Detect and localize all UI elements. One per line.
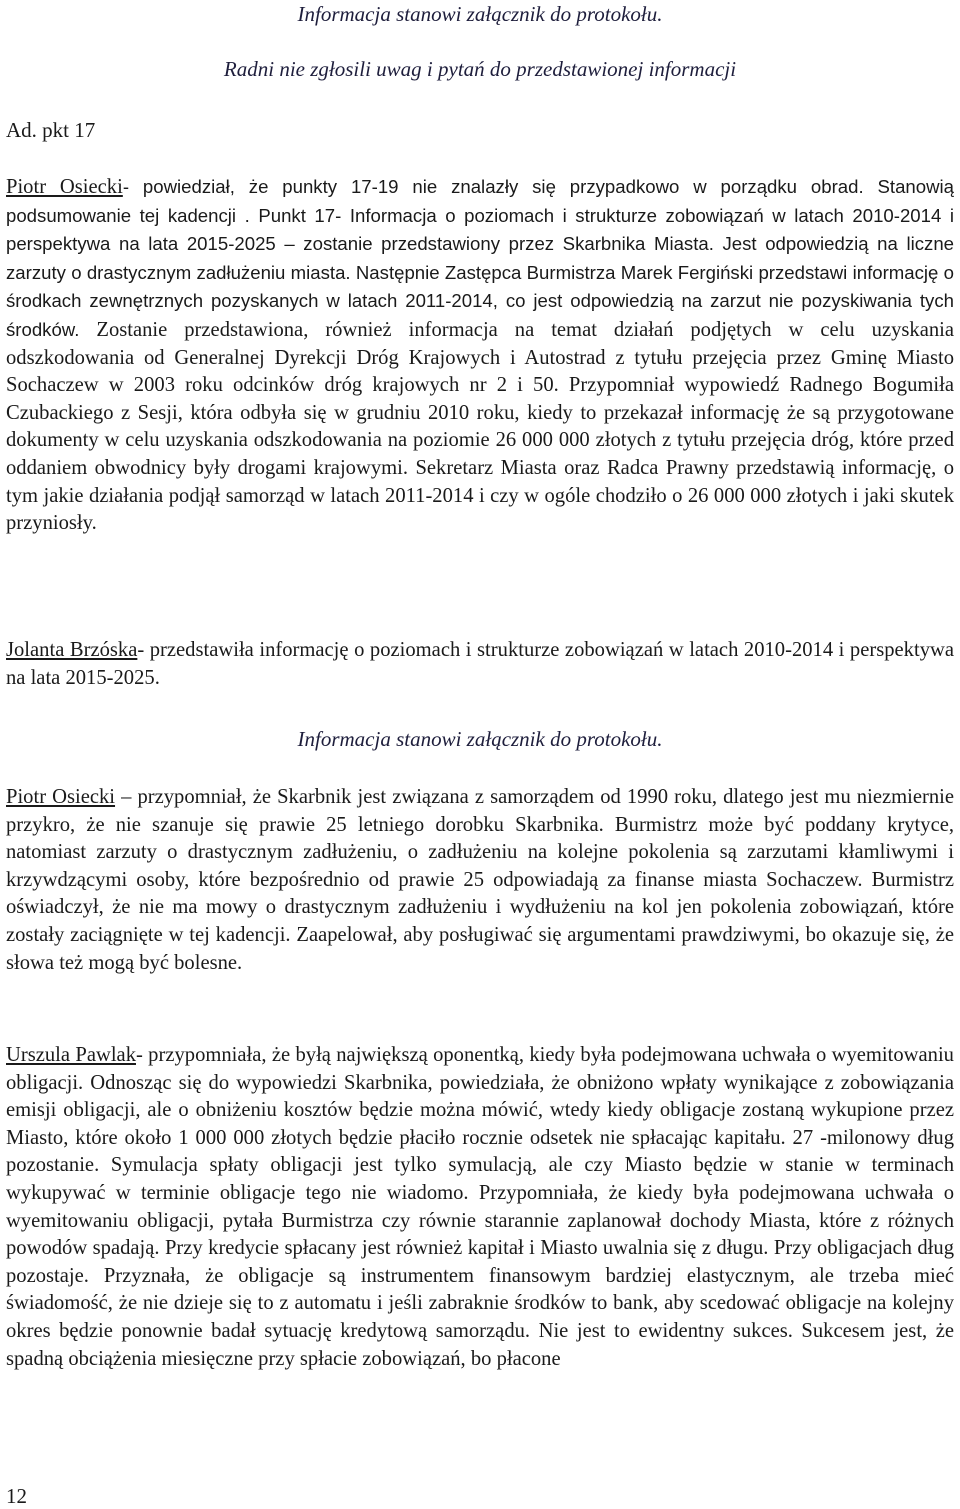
attachment-note: Informacja stanowi załącznik do protokołu. [297, 727, 663, 751]
speaker-name: Jolanta Brzóska [6, 639, 138, 661]
paragraph-pawlak [6, 1042, 954, 1373]
paragraph-text: - przedstawiła informację o poziomach i strukturze zobowiązań w latach 2010-2014 i perspektywa na lata 2015-2025. [6, 639, 955, 689]
paragraph-osiecki-2 [6, 784, 954, 977]
no-questions-note: Radni nie zgłosili uwag i pytań do przedstawionej informacji [223, 57, 737, 81]
paragraph-text: - przypomniała, że byłą największą oponentką, kiedy była podejmowana uchwała o wyemitowaniu obligacji. Odnosząc się do wypowiedzi Skarbnika, powiedziała, że obniżono wpłaty wynikające z zobowiązania emisji obligacji, ale o obniżeniu kosztów będzie można mówić, wtedy kiedy obligacje zostaną wykupione przez Miasto, które około 1 000 000 złotych będzie płaciło rocznie odsetek nie spłacając kapitału. 27 -milonowy dług pozostanie. Symulacja spłaty obligacji jest tylko symulacją, ale czy Miasto będzie w stanie w terminach wykupywać w terminie obligacje tego nie wiadomo. Przypomniała, że kiedy była podejmowana uchwała o wyemitowaniu obligacji, pytała Burmistrza czy równie starannie zaplanował dochody Miasta, które z różnych powodów spadają. Przy kredycie spłacany jest również kapitał i Miasto uwalnia się z długu. Przy obligacjach dług pozostaje. Przyznała, że obligacje są instrumentem finansowym bardziej elastycznym, ale trzeba mieć świadomość, że nie dzieje się to z automatu i jeśli zabraknie środków to bank, aby scedować obligacje na kolejny okres będzie ponownie badał sytuację kredytową samorządu. Nie jest to ewidentny sukces. Sukcesem jest, że spadną obciążenia miesięczne przy spłacie zobowiązań, bo płacone [6, 1044, 954, 1370]
speaker-name: Piotr Osiecki [6, 176, 123, 198]
paragraph-text: Zostanie przedstawiona, również informacja na temat działań podjętych w celu uzyskania odszkodowania od Generalnej Dyrekcji Dróg Krajowych i Autostrad z tytułu przejęcia przez Gminę Miasto Sochaczew w 2003 roku odcinków dróg krajowych nr 2 i 50. Przypomniał wypowiedź Radnego Bogumiła Czubackiego z Sesji, która odbyła się w grudniu 2010 roku, kiedy to przekazał informację że są przygotowane dokumenty w celu uzyskania odszkodowania na poziomie 26 000 000 złotych z tytułu przejęcia dróg, które przed oddaniem obwodnicy były drogami krajowymi. Sekretarz Miasta oraz Radca Prawny przedstawią informację, o tym jakie działania podjął samorząd w latach 2011-2014 i czy w ogóle chodziło o 26 000 000 złotych i jaki skutek przyniosły. [6, 318, 954, 535]
speaker-name: Piotr Osiecki [6, 786, 116, 808]
paragraph-text: – przypomniał, że Skarbnik jest związana z samorządem od 1990 roku, dlatego jest mu niezmiernie przykro, że nie szanuje się prawie 25 letniego dorobku Skarbnika. Burmistrz może być poddany krytyce, natomiast zarzuty o drastycznym zadłużeniu, o zadłużeniu na kolejne pokolenia są zarzutami kłamliwymi i krzywdzącymi osoby, które bezpośrednio od prawie 25 odpowiadają za finanse miasta Sochaczew. Burmistrz oświadczył, że nie ma mowy o drastycznym zadłużeniu i wydłużeniu na kol jen pokolenia zobowiązań, które zostały zaciągnięte w tej kadencji. Zaapelował, aby posługiwać się argumentami prawdziwymi, bo okazuje się, że słowa też mogą być bolesne. [6, 786, 954, 974]
agenda-heading: Ad. pkt 17 [6, 118, 96, 142]
paragraph-brzoska [6, 637, 954, 692]
speaker-name: Urszula Pawlak [6, 1044, 136, 1066]
paragraph-osiecki-1 [6, 173, 954, 538]
paragraph-text: - powiedział, że punkty 17-19 nie znalazły się przypadkowo w porządku obrad. Stanowią podsumowanie tej kadencji . Punkt 17- Informacja o poziomach i strukturze zobowiązań w latach 2010-2014 i perspektywa na lata 2015-2025 – zostanie przedstawiony przez Skarbnika Miasta. Jest odpowiedzią na liczne zarzuty o drastycznym zadłużeniu miasta. Następnie Zastępca Burmistrza Marek Fergiński przedstawi informację o środkach zewnętrznych pozyskanych w latach 2011-2014, co jest odpowiedzią na zarzut nie pozyskiwania tych środków. [6, 176, 955, 340]
attachment-note: Informacja stanowi załącznik do protokołu. [297, 2, 663, 26]
page-number: 12 [6, 1484, 27, 1508]
